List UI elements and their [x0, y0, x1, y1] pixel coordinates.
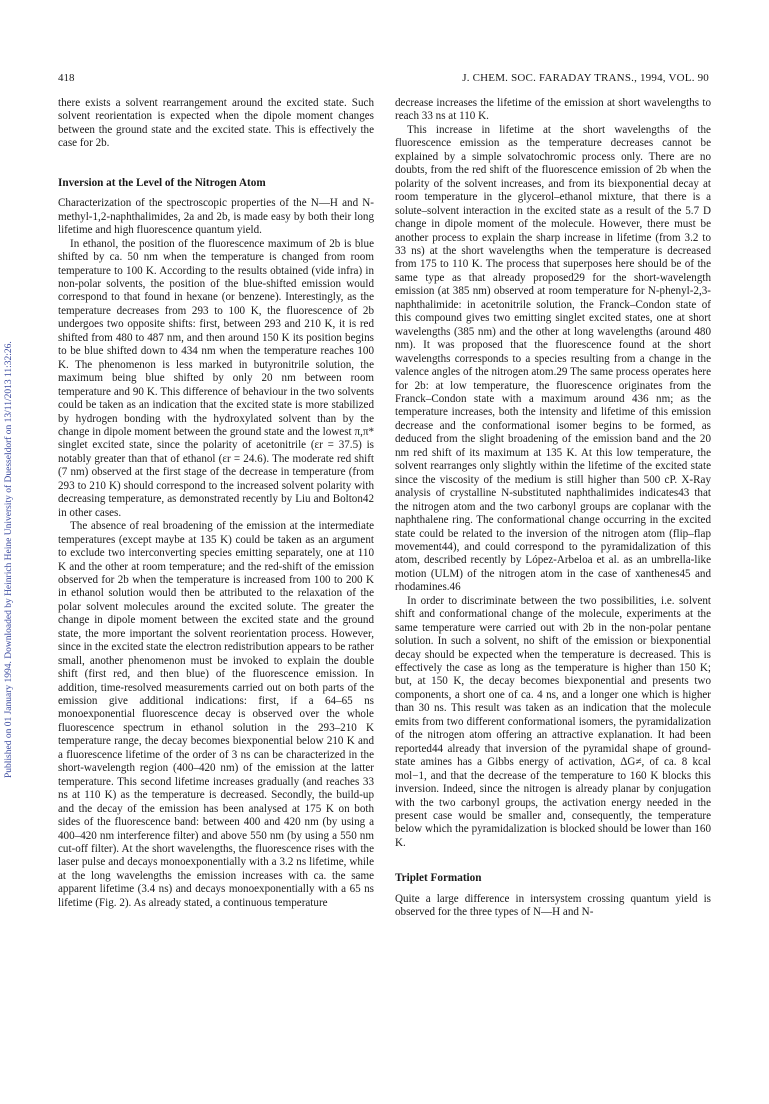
download-watermark: Published on 01 January 1994. Downloaded by Heinrich Heine University of Duesseldorf on 13/11/2013 11:32:26. [4, 341, 14, 779]
paragraph: In order to discriminate between the two possibilities, i.e. solvent shift and conformational change of the molecule, experiments at the same temperature were carried out with 2b in the non-polar pentane solution. In such a solvent, no shift of the emission or biexponential decay should be expected when the temperature is decreased. This is effectively the case as long as the temperature is higher than 150 K; but, at 150 K, the decay becomes biexponential and presents two components, a short one of ca. 4 ns, and a longer one which is higher than 30 ns. This result was taken as an indication that the molecule emits from two different conformational isomers, the pyramidalization of the nitrogen atom offering an attractive explanation. It had been reported44 already that inversion of the pyramidal shape of ground-state amines has a Gibbs energy of activation, ΔG≠, of ca. 8 kcal mol−1, and that the decrease of the temperature to 160 K blocks this inversion. Indeed, since the nitrogen is already planar by conjugation with the two carbonyl groups, the activation energy needed in the present case would be smaller and, consequently, the temperature below which the pyramidalization is blocked should be lower than 160 K. [395, 594, 711, 849]
left-column [58, 97, 374, 910]
section-heading-triplet: Triplet Formation [395, 872, 482, 885]
paragraph: The absence of real broadening of the emission at the intermediate temperatures (except maybe at 135 K) could be taken as an argument to exclude two interconverting species emitting separately, one at 110 K and the other at room temperature; and the red-shift of the emission observed for 2b when the temperature is increased from 100 to 200 K in ethanol solution would then be attributed to the relaxation of the polar solvent molecules around the excited solute. The greater the change in dipole moment between the excited state and the ground state, the more important the solvent reorientation process. However, since in the excited state the electron redistribution appears to be rather small, another phenomenon must be invoked to explain the double shift (first red, and then blue) of the fluorescence emission. In addition, time-resolved measurements carried out on both parts of the emission give additional indications: first, if a 64–65 ns monoexponential fluorescence decay is observed over the whole fluorescence spectrum in ethanol solution in the 293–210 K temperature range, the decay becomes biexponential below 210 K and a fluorescence lifetime of the order of 3 ns can be characterized in the short-wavelength region (400–420 nm) of the emission at the latter temperature. This second lifetime increases gradually (and reaches 33 ns at 110 K) as the temperature is decreased. Secondly, the build-up and the decay of the emission has been analysed at 175 K on both sides of the fluorescence band: between 400 and 420 nm (by using a 400–420 nm interference filter) and above 550 nm (by using a 550 nm cut-off filter). At the short wavelengths, the fluorescence rises with the laser pulse and decays monoexponentially with a 3.2 ns lifetime, while at the long wavelengths the emission increases with ca. the same apparent lifetime (3.4 ns) and decays monoexponentially with a 65 ns lifetime (Fig. 2). As already stated, a continuous temperature [58, 520, 374, 909]
paragraph-continued: decrease increases the lifetime of the emission at short wavelengths to reach 33 ns at 110 K. [395, 97, 711, 123]
right-column [395, 97, 711, 920]
paragraph: Characterization of the spectroscopic properties of the N—H and N-methyl-1,2-naphthalimides, 2a and 2b, is made easy by both their long lifetime and high fluorescence quantum yield. [58, 197, 374, 237]
page-number: 418 [58, 72, 75, 84]
section-heading-inversion: Inversion at the Level of the Nitrogen Atom [58, 176, 266, 189]
paragraph: Quite a large difference in intersystem crossing quantum yield is observed for the three types of N—H and N- [395, 892, 711, 919]
paragraph: This increase in lifetime at the short wavelengths of the fluorescence emission as the temperature decreases cannot be explained by a simple solvatochromic process only. There are no doubts, from the red shift of the fluorescence emission of 2b when the polarity of the solvent increases, and from its biexponential decay at room temperature in the glycerol–ethanol mixture, that there is a solute–solvent interaction in the excited state as a result of the 5.7 D change in dipole moment of the molecule. However, there must be another process to explain the sharp increase in lifetime (from 3.2 to 33 ns) at the short wavelengths when the temperature is decreased from 175 to 110 K. The process that superposes here should be of the same type as that already proposed29 for the short-wavelength emission (at 385 nm) observed at room temperature for N-phenyl-2,3-naphthalimide: in acetonitrile solution, the Franck–Condon state of this compound gives two emitting singlet excited states, one at short wavelengths (385 nm) and the other at long wavelengths (around 480 nm). It was proposed that the fluorescence found at the short wavelengths corresponds to a species resulting from a change in the valence angles of the nitrogen atom.29 The same process operates here for 2b: at low temperature, the fluorescence originates from the Franck–Condon state with a maximum around 436 nm; as the temperature increases, both the intensity and lifetime of this emission decrease and the conformational isomer begins to be formed, as deduced from the slight broadening of the emission band and the 20 nm red shift of its maximum at 135 K. At this low temperature, the solvent rearranges only slightly within the lifetime of the excited state since the viscosity of the medium is still higher than 500 cP. X-Ray analysis of crystalline N-substituted naphthalimides indicates43 that the nitrogen atom and the two carbonyl groups are coplanar with the naphthalene ring. The conformational change occurring in the excited state could be related to the inversion of the nitrogen atom (flip–flap movement44), and could correspond to the pyramidalization of this atom, described recently by López-Arbeloa et al. as an umbrella-like motion (ULM) of the nitrogen atom in the case of xanthenes45 and rhodamines.46 [395, 123, 711, 594]
running-head: J. CHEM. SOC. FARADAY TRANS., 1994, VOL. 90 [462, 72, 709, 84]
paragraph: In ethanol, the position of the fluorescence maximum of 2b is blue shifted by ca. 50 nm when the temperature is changed from room temperature to 100 K. According to the results obtained (vide infra) in non-polar solvents, the position of the blue-shifted emission would correspond to that found in hexane (or benzene). Interestingly, as the temperature decreases from 293 to 100 K, the fluorescence of 2b undergoes two opposite shifts: first, between 293 and 210 K, it is red shifted from 480 to 487 nm, and then around 150 K its position begins to be blue shifted down to 434 nm when the temperature reaches 100 K. The phenomenon is less marked in butyronitrile solution, the maximum being blue shifted by only 20 nm between room temperature and 90 K. This difference of behaviour in the two solvents could be taken as an indication that the excited state is more stabilized by hydrogen bonding with the hydroxylated solvent than by the change in dipole moment between the ground state and the lowest π,π* singlet excited state, since the polarity of acetonitrile (εr = 37.5) is notably greater than that of ethanol (εr = 24.6). The moderate red shift (7 nm) observed at the first stage of the decrease in temperature (from 293 to 210 K) should correspond to the increased solvent polarity with decreasing temperature, as demonstrated recently by Liu and Bolton42 in other cases. [58, 237, 374, 519]
paragraph-intro: there exists a solvent rearrangement around the excited state. Such solvent reorientation is expected when the dipole moment changes between the ground state and the excited state. This is effectively the case for 2b. [58, 97, 374, 150]
